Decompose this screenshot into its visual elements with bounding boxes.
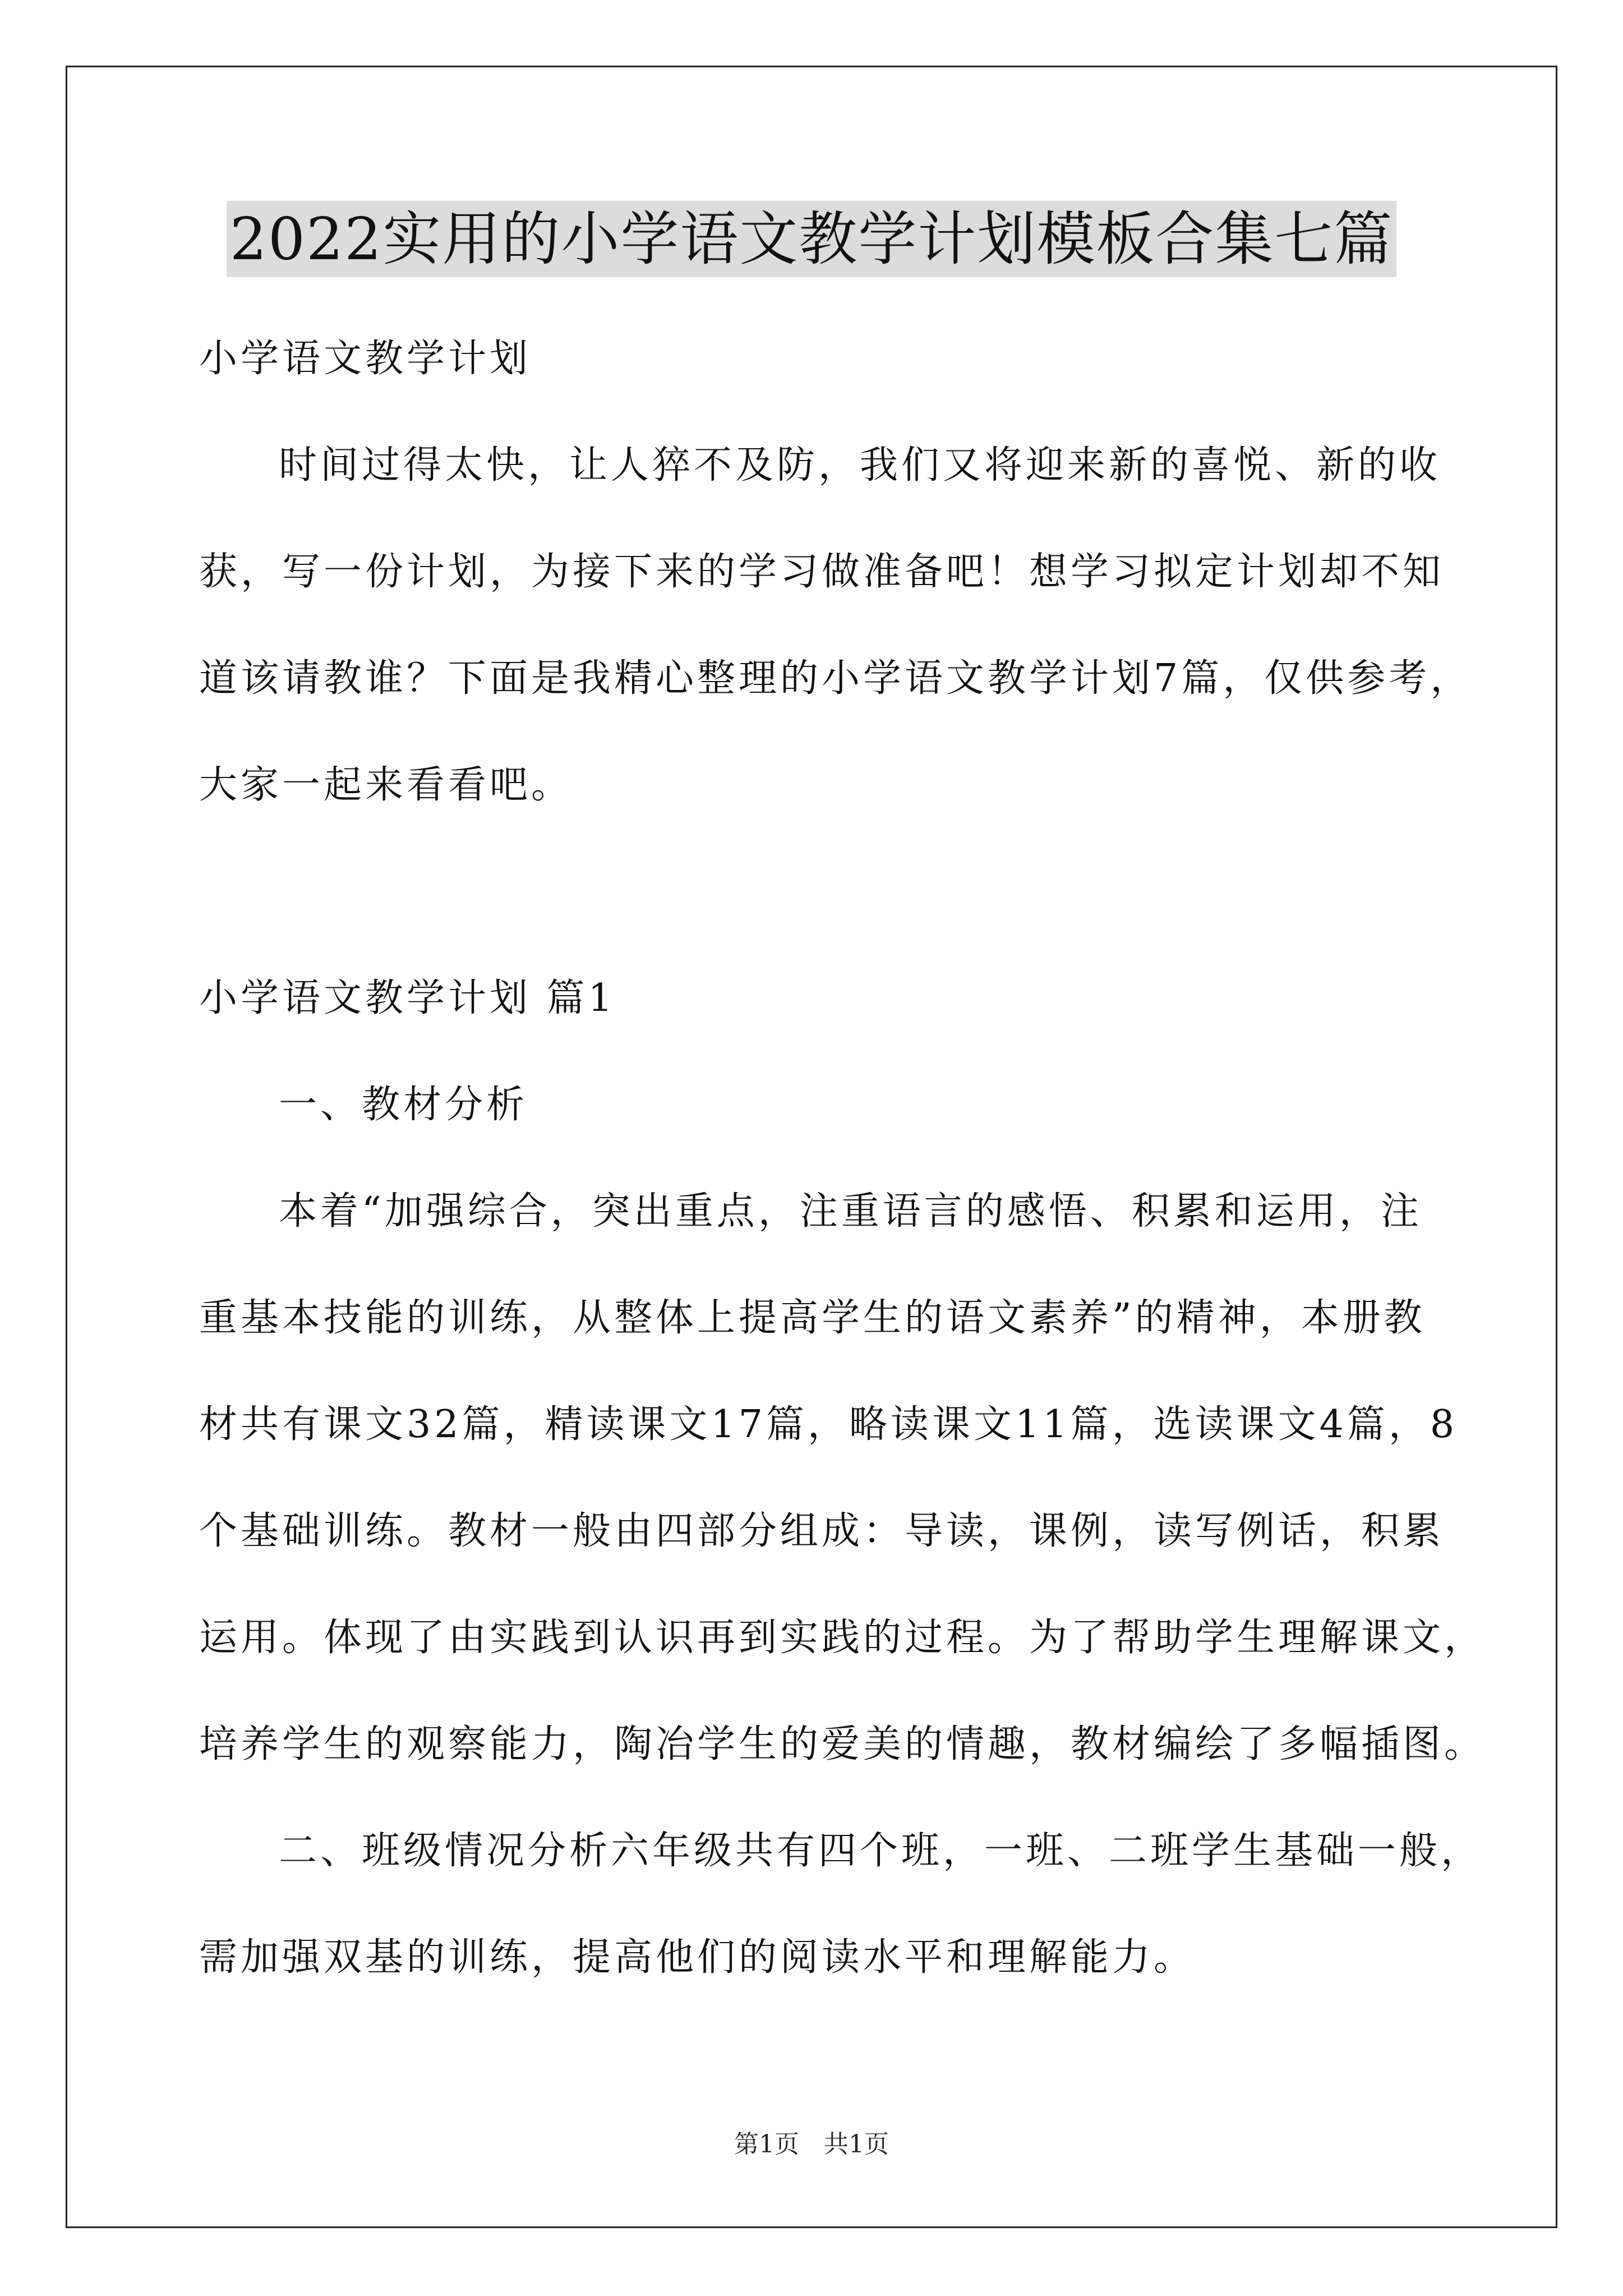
paragraph-line: 运用。体现了由实践到认识再到实践的过程。为了帮助学生理解课文， <box>199 1616 1486 1660</box>
paragraph-line: 培养学生的观察能力，陶冶学生的爱美的情趣，教材编绘了多幅插图。 <box>199 1722 1486 1766</box>
paragraph-line: 重基本技能的训练，从整体上提高学生的语文素养”的精神，本册教 <box>199 1296 1426 1340</box>
paragraph-line: 材共有课文32篇，精读课文17篇，略读课文11篇，选读课文4篇，8 <box>199 1402 1458 1447</box>
page-border <box>66 66 1557 2228</box>
paragraph-line: 二、班级情况分析六年级共有四个班，一班、二班学生基础一般， <box>279 1829 1483 1873</box>
paragraph-line: 需加强双基的训练，提高他们的阅读水平和理解能力。 <box>199 1935 1196 1980</box>
section-heading: 小学语文教学计划 篇1 <box>199 976 616 1020</box>
intro-line: 时间过得太快，让人猝不及防，我们又将迎来新的喜悦、新的收 <box>279 443 1441 487</box>
page-footer: 第1页 共1页 <box>734 2130 889 2159</box>
intro-heading: 小学语文教学计划 <box>199 337 532 381</box>
title-wrap <box>0 201 1623 277</box>
paragraph-line: 个基础训练。教材一般由四部分组成：导读，课例，读写例话，积累 <box>199 1509 1445 1553</box>
paragraph-line: 本着“加强综合，突出重点，注重语言的感悟、积累和运用，注 <box>279 1189 1422 1234</box>
intro-line: 大家一起来看看吧。 <box>199 763 573 807</box>
subheading: 一、教材分析 <box>279 1083 528 1127</box>
intro-line: 获，写一份计划，为接下来的学习做准备吧！想学习拟定计划却不知 <box>199 550 1445 594</box>
intro-line: 道该请教谁？下面是我精心整理的小学语文教学计划7篇，仅供参考， <box>199 656 1472 701</box>
document-title: 2022实用的小学语文教学计划模板合集七篇 <box>227 201 1397 277</box>
